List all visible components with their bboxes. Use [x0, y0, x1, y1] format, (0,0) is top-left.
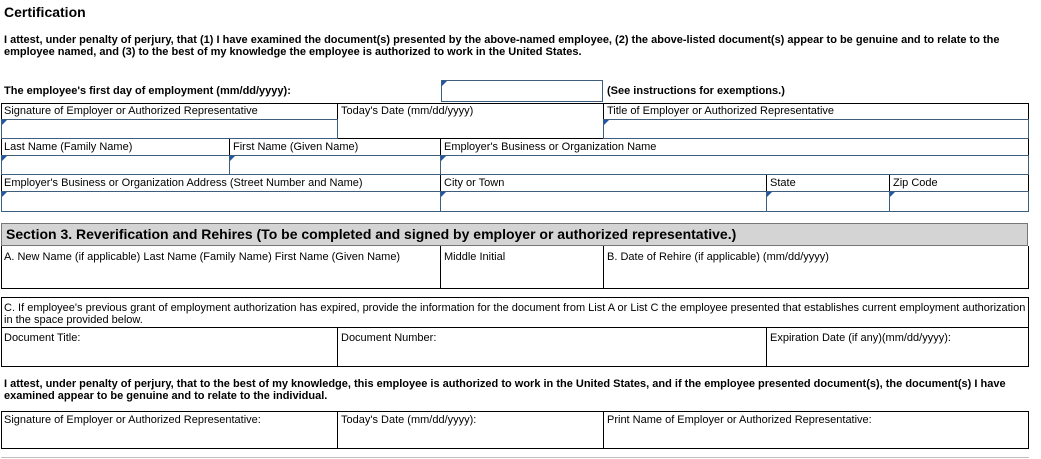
state-select[interactable]	[766, 191, 890, 212]
business-name-label: Employer's Business or Organization Name	[444, 141, 657, 153]
employer-signature-label: Signature of Employer or Authorized Representative	[4, 105, 258, 117]
expiration-date-input[interactable]	[767, 346, 1028, 366]
zip-input[interactable]	[889, 191, 1029, 212]
print-name-label: Print Name of Employer or Authorized Representative:	[607, 414, 872, 426]
exemptions-note: (See instructions for exemptions.)	[607, 85, 785, 97]
employer-last-name-input[interactable]	[1, 155, 230, 175]
first-day-label: The employee's first day of employment (mm/dd/yyyy):	[4, 85, 291, 97]
rehire-date-input[interactable]	[604, 265, 1028, 288]
business-name-input[interactable]	[440, 155, 1029, 175]
todays-date-label: Today's Date (mm/dd/yyyy)	[341, 105, 474, 117]
document-number-input[interactable]	[338, 346, 765, 366]
section3-attestation: I attest, under penalty of perjury, that to the best of my knowledge, this employee is authorized to work in the United States, and if the employee presented document(s), the document(s) I have examined appear to be genuine and to relate to the individual.	[4, 378, 1006, 402]
section3-todays-date-input[interactable]	[338, 428, 602, 448]
city-label: City or Town	[444, 177, 505, 189]
employer-title-input[interactable]	[603, 119, 1029, 139]
rehire-date-label: B. Date of Rehire (if applicable) (mm/dd/yyyy)	[607, 251, 829, 263]
state-label: State	[770, 177, 796, 189]
employer-first-name-label: First Name (Given Name)	[233, 141, 359, 153]
expiration-date-label: Expiration Date (if any)(mm/dd/yyyy):	[770, 332, 951, 344]
bottom-divider	[1, 457, 1029, 458]
section3-heading: Section 3. Reverification and Rehires (To be completed and signed by employer or authorized representative.)	[1, 223, 1028, 246]
document-title-input[interactable]	[2, 346, 336, 366]
business-address-label: Employer's Business or Organization Address (Street Number and Name)	[4, 177, 363, 189]
employer-signature-input[interactable]	[1, 119, 338, 139]
business-address-input[interactable]	[1, 191, 441, 212]
new-name-input[interactable]	[2, 265, 439, 288]
employer-first-name-input[interactable]	[229, 155, 441, 175]
employer-title-label: Title of Employer or Authorized Representative	[607, 105, 835, 117]
document-number-label: Document Number:	[341, 332, 437, 344]
section3-signature-input[interactable]	[2, 428, 336, 448]
zip-label: Zip Code	[893, 177, 938, 189]
first-day-input[interactable]	[441, 80, 603, 102]
section3-signature-label: Signature of Employer or Authorized Representative:	[4, 414, 261, 426]
expired-authorization-text: C. If employee's previous grant of employment authorization has expired, provide the information for the document from List A or List C the employee presented that establishes current employment authorization in the space provided below.	[4, 302, 1026, 326]
certification-heading: Certification	[4, 4, 86, 20]
new-name-label: A. New Name (if applicable) Last Name (Family Name) First Name (Given Name)	[4, 251, 401, 263]
middle-initial-input[interactable]	[441, 265, 602, 288]
middle-initial-label: Middle Initial	[444, 251, 506, 263]
section3-todays-date-label: Today's Date (mm/dd/yyyy):	[341, 414, 477, 426]
print-name-input[interactable]	[604, 428, 1028, 448]
certification-attestation: I attest, under penalty of perjury, that (1) I have examined the document(s) presented by the above-named employee, (2) the above-listed document(s) appear to be genuine and to relate to the employee named, and (3) to the best of my knowledge the employee is authorized to work in the United States.	[4, 34, 1000, 58]
employer-last-name-label: Last Name (Family Name)	[4, 141, 133, 153]
city-input[interactable]	[440, 191, 767, 212]
document-title-label: Document Title:	[4, 332, 81, 344]
